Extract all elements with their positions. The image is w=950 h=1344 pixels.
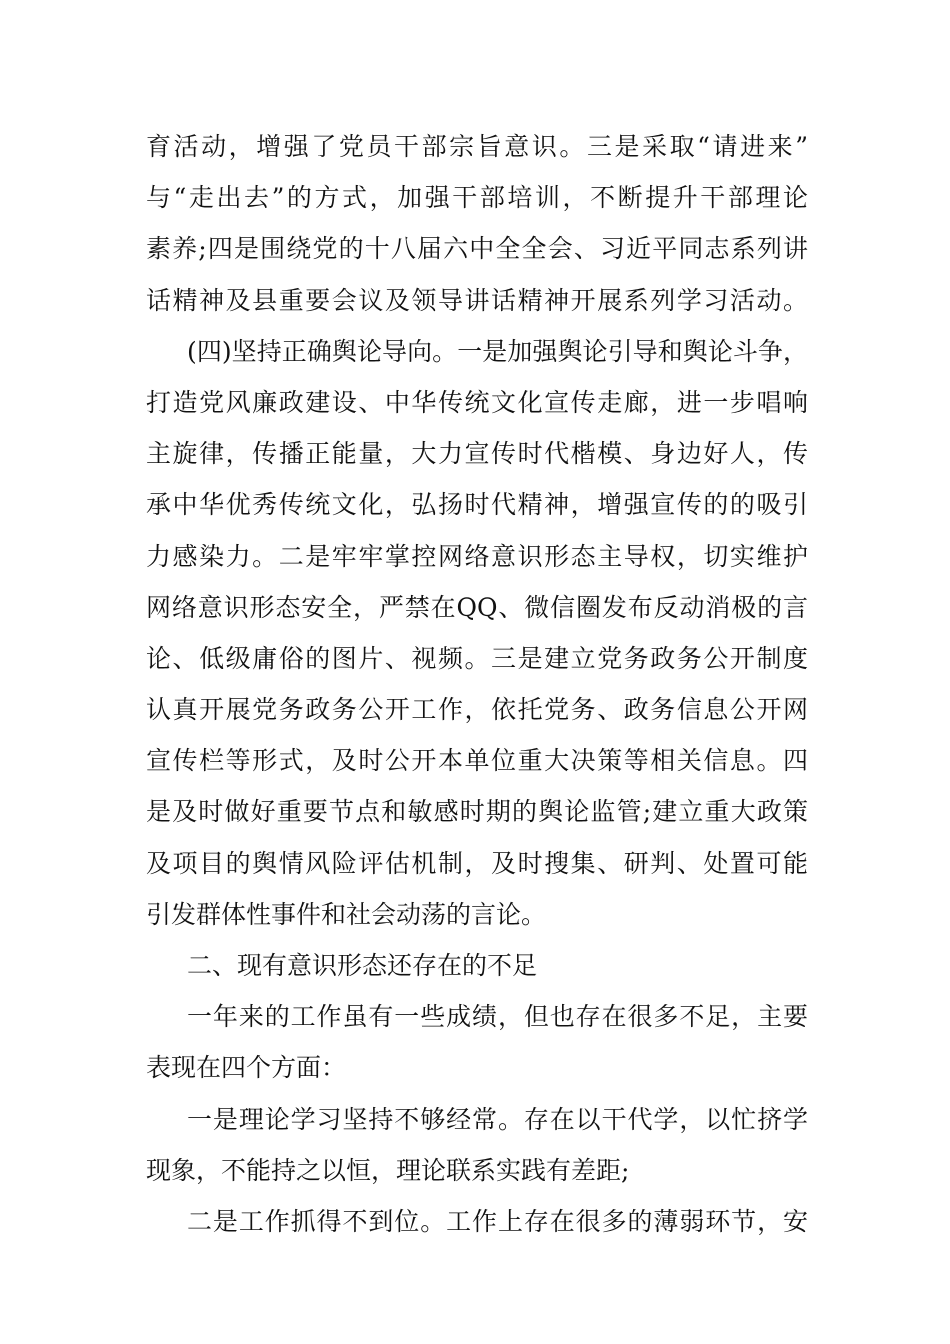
paragraph-start-line: 一年来的工作虽有一些成绩，但也存在很多不足，主要 [187, 1002, 808, 1032]
text-line: 话精神及县重要会议及领导讲话精神开展系列学习活动。 [146, 285, 808, 315]
section-heading-line: (四)坚持正确舆论导向。一是加强舆论引导和舆论斗争， [187, 336, 808, 366]
text-line: 论、低级庸俗的图片、视频。三是建立党务政务公开制度 [146, 643, 808, 673]
section-heading: 二、现有意识形态还存在的不足 [187, 951, 538, 980]
text-line: 力感染力。二是牢牢掌控网络意识形态主导权，切实维护 [146, 541, 808, 571]
text-line: 与“走出去”的方式，加强干部培训，不断提升干部理论 [146, 183, 808, 213]
text-line: 主旋律，传播正能量，大力宣传时代楷模、身边好人，传 [146, 439, 808, 469]
text-line: 现象，不能持之以恒，理论联系实践有差距; [146, 1155, 630, 1185]
paragraph-start-line: 一是理论学习坚持不够经常。存在以干代学，以忙挤学 [187, 1104, 808, 1134]
text-line: 表现在四个方面： [146, 1053, 347, 1083]
text-line: 承中华优秀传统文化，弘扬时代精神，增强宣传的的吸引 [146, 490, 808, 520]
document-body [146, 130, 808, 1256]
paragraph-start-line: 二是工作抓得不到位。工作上存在很多的薄弱环节，安 [187, 1206, 808, 1236]
text-line: 认真开展党务政务公开工作，依托党务、政务信息公开网 [146, 695, 808, 725]
text-line: 引发群体性事件和社会动荡的言论。 [146, 899, 547, 929]
text-line: 宣传栏等形式，及时公开本单位重大决策等相关信息。四 [146, 746, 808, 776]
text-line: 及项目的舆情风险评估机制，及时搜集、研判、处置可能 [146, 848, 808, 878]
text-line: 素养;四是围绕党的十八届六中全全会、习近平同志系列讲 [146, 234, 808, 264]
text-line: 网络意识形态安全，严禁在QQ、微信圈发布反动消极的言 [146, 592, 808, 622]
text-line: 打造党风廉政建设、中华传统文化宣传走廊，进一步唱响 [146, 387, 808, 417]
text-line: 育活动，增强了党员干部宗旨意识。三是采取“请进来” [146, 132, 808, 161]
text-line: 是及时做好重要节点和敏感时期的舆论监管;建立重大政策 [146, 797, 808, 827]
